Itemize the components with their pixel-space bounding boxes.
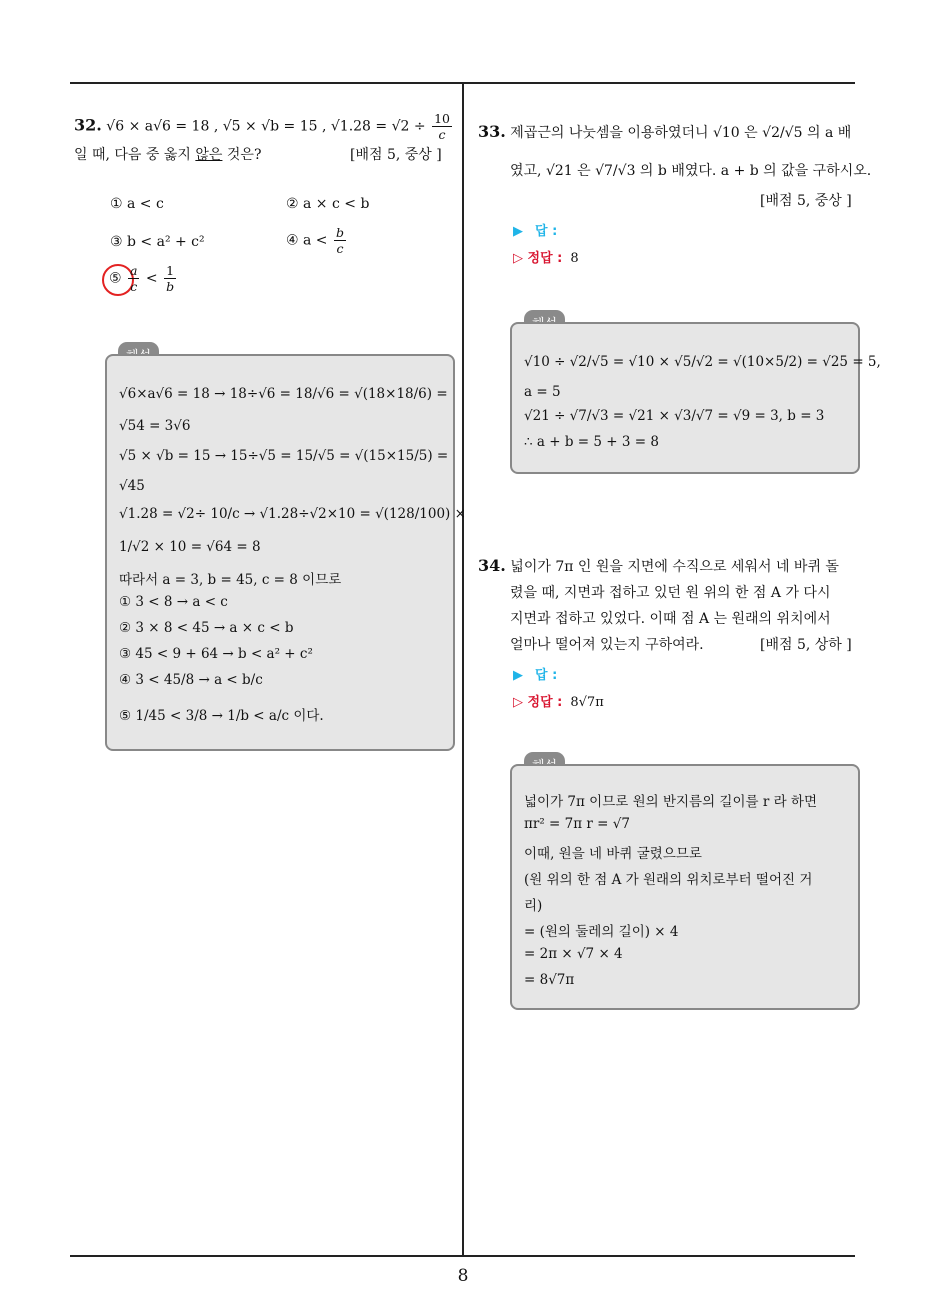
score-meta: [배점 5, 중상 ] (760, 193, 852, 209)
solution-line: = 8√7π (524, 972, 575, 988)
option-2[interactable]: ② a × c < b (286, 196, 370, 212)
question-number: 33. (478, 122, 506, 141)
solution-box-34 (510, 764, 860, 1010)
option-5[interactable]: ⑤ $\frac{a}{c}$ < $\frac{1}{b}$ (109, 263, 175, 294)
solution-line: 이때, 원을 네 바퀴 굴렸으므로 (524, 846, 702, 862)
question-text: 지면과 접하고 있었다. 이때 점 A 는 원래의 위치에서 (510, 611, 831, 627)
question-text: √6 × a√6 = 18 , √5 × √b = 15 , √1.28 = √2 ÷ (106, 118, 426, 135)
solution-line: a = 5 (524, 384, 561, 400)
solution-line: 1/√2 × 10 = √64 = 8 (119, 539, 261, 555)
solution-line: ⑤ 1/45 < 3/8 → 1/b < a/c 이다. (119, 708, 324, 724)
column-divider (462, 82, 464, 1256)
question-32-line1 (74, 112, 454, 141)
solution-line: √5 × √b = 15 → 15÷√5 = 15/√5 = √(15×15/5) = (119, 448, 449, 464)
solution-line: ∴ a + b = 5 + 3 = 8 (524, 434, 659, 450)
score-meta: [배점 5, 중상 ] (350, 147, 442, 163)
solution-line: √6×a√6 = 18 → 18÷√6 = 18/√6 = √(18×18/6) = (119, 386, 448, 402)
question-text: 렸을 때, 지면과 접하고 있던 원 위의 한 점 A 가 다시 (510, 585, 831, 601)
solution-box-33 (510, 322, 881, 474)
solution-line: √54 = 3√6 (119, 418, 191, 434)
underlined-word: 않은 (195, 147, 223, 163)
question-number: 32. (74, 115, 102, 135)
question-text: 제곱근의 나눗셈을 이용하였더니 √10 은 √2/√5 의 a 배 (510, 125, 852, 141)
option-1[interactable]: ① a < c (110, 196, 164, 212)
question-33-line1 (478, 122, 851, 142)
solution-line: 따라서 a = 3, b = 45, c = 8 이므로 (119, 572, 342, 588)
question-text: 넓이가 7π 인 원을 지면에 수직으로 세워서 네 바퀴 돌 (510, 559, 839, 575)
answer-field[interactable]: ▶ 답 : (513, 224, 558, 239)
question-text: 일 때, 다음 중 옳지 (74, 147, 191, 163)
solution-line: 넓이가 7π 이므로 원의 반지름의 길이를 r 라 하면 (524, 794, 817, 810)
answer-field[interactable]: ▶ 답 : (513, 668, 558, 683)
question-text: 였고, √21 은 √7/√3 의 b 배였다. a + b 의 값을 구하시오. (510, 163, 872, 179)
solution-line: = (원의 둘레의 길이) × 4 (524, 924, 679, 940)
solution-line: ④ 3 < 45/8 → a < b/c (119, 672, 263, 688)
solution-line: (원 위의 한 점 A 가 원래의 위치로부터 떨어진 거 (524, 872, 813, 888)
correct-answer: ▷ 정답 : 8√7π (513, 695, 604, 710)
solution-line: ① 3 < 8 → a < c (119, 594, 228, 610)
solution-line: ③ 45 < 9 + 64 → b < a² + c² (119, 646, 313, 662)
question-32-line2 (74, 144, 261, 164)
correct-answer: ▷ 정답 : 8 (513, 251, 579, 266)
solution-line: πr² = 7π r = √7 (524, 816, 630, 832)
page-number: 8 (457, 1266, 469, 1286)
solution-box-32 (105, 354, 466, 751)
solution-line: = 2π × √7 × 4 (524, 946, 623, 962)
question-text: 얼마나 떨어져 있는지 구하여라. (510, 637, 704, 653)
solution-line: √1.28 = √2÷ 10/c → √1.28÷√2×10 = √(128/100) × (119, 506, 466, 522)
solution-line: √45 (119, 478, 145, 494)
solution-line: √21 ÷ √7/√3 = √21 × √3/√7 = √9 = 3, b = 3 (524, 408, 825, 424)
score-meta: [배점 5, 상하 ] (760, 637, 852, 653)
question-number: 34. (478, 556, 506, 575)
solution-line: 리) (524, 898, 543, 914)
solution-line: √10 ÷ √2/√5 = √10 × √5/√2 = √(10×5/2) = √25 = 5, (524, 354, 881, 370)
option-3[interactable]: ③ b < a² + c² (110, 234, 205, 250)
solution-line: ② 3 × 8 < 45 → a × c < b (119, 620, 294, 636)
fraction: $\frac{10}{c}$ (434, 111, 450, 142)
option-4[interactable]: ④ a < $\frac{b}{c}$ (286, 225, 344, 256)
question-text: 것은? (226, 147, 262, 163)
question-34-line1 (478, 556, 839, 576)
bottom-rule (70, 1255, 855, 1257)
